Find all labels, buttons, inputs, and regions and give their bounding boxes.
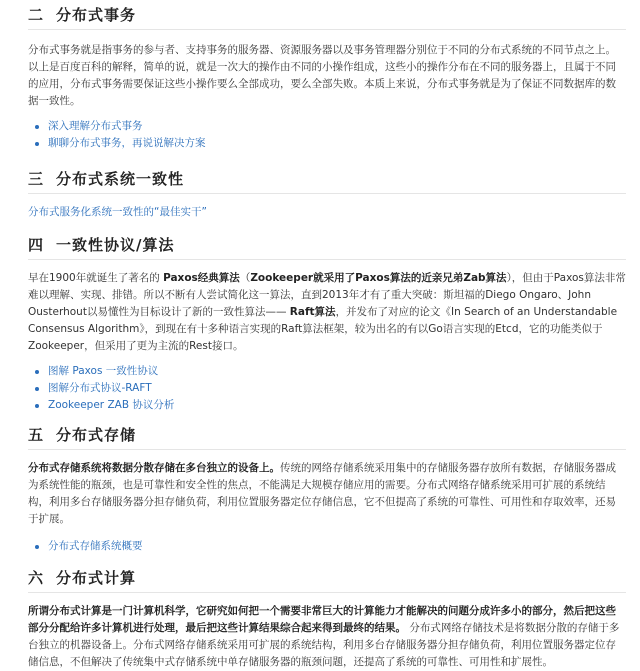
- section-paragraph: 分布式事务就是指事务的参与者、支持事务的服务器、资源服务器以及事务管理器分别位于不同的分布式系统的不同节点之上。以上是百度百科的解释，简单的说，就是一次大的操作由不同的小操作组成，这些小的操作分布在不同的服务器上，且属于不同的应用，分布式事务需要保证这些小操作要么全部成功，要么全部失败。本质上来说，分布式事务就是为了保证不同数据库的数据一致性。: [28, 44, 616, 107]
- list-item: [48, 135, 626, 152]
- section-heading-consistency: 三 分布式系统一致性: [28, 168, 626, 194]
- list-item: [48, 538, 626, 555]
- list-item: [48, 118, 626, 135]
- section-heading-consensus-protocol: 四 一致性协议/算法: [28, 234, 626, 260]
- article: [0, 4, 640, 668]
- section-heading-distributed-storage: 五 分布式存储: [28, 424, 626, 450]
- link-list: [28, 118, 626, 152]
- link-list: [28, 363, 626, 414]
- article-link[interactable]: 图解分布式协议-RAFT: [48, 382, 152, 394]
- section-heading-distributed-transaction: 二 分布式事务: [28, 4, 626, 30]
- article-link[interactable]: 分布式存储系统概要: [48, 540, 143, 552]
- article-link[interactable]: 深入理解分布式事务: [48, 120, 143, 132]
- list-item: [48, 363, 626, 380]
- list-item: [48, 397, 626, 414]
- section-paragraph: 所谓分布式计算是一门计算机科学，它研究如何把一个需要非常巨大的计算能力才能解决的问题分成许多小的部分，然后把这些部分分配给许多计算机进行处理，最后把这些计算结果综合起来得到最终的结果。 分布式网络存储技术是将数据分散的存储于多台独立的机器设备上。分布式网络存储系统采用可扩展的系统结构，利用多台存储服务器分担存储负荷，利用位置服务器定位存储信息，不但解决了传统集中式存储系统中单存储服务器的瓶颈问题，还提高了系统的可靠性、可用性和扩展性。: [28, 605, 620, 668]
- link-list: [28, 538, 626, 555]
- section-heading-distributed-computing: 六 分布式计算: [28, 567, 626, 593]
- article-link[interactable]: 聊聊分布式事务，再说说解决方案: [48, 137, 206, 149]
- list-item: [48, 380, 626, 397]
- section-paragraph: 早在1900年就诞生了著名的 Paxos经典算法（Zookeeper就采用了Paxos算法的近亲兄弟Zab算法），但由于Paxos算法非常难以理解、实现、排错。所以不断有人尝试简化这一算法，直到2013年才有了重大突破：斯坦福的Diego Ongaro、John Ousterhout以易懂性为目标设计了新的一致性算法—— Raft算法，并发布了对应的论文《In Search of an Understandable Consensus Algorithm》，到现在有十多种语言实现的Raft算法框架，较为出名的有以Go语言实现的Etcd，它的功能类似于Zookeeper，但采用了更为主流的Rest接口。: [28, 272, 626, 352]
- article-link[interactable]: 分布式服务化系统一致性的“最佳实干”: [28, 206, 207, 218]
- article-link[interactable]: Zookeeper ZAB 协议分析: [48, 399, 175, 411]
- article-link[interactable]: 图解 Paxos 一致性协议: [48, 365, 159, 377]
- section-paragraph: 分布式存储系统将数据分散存储在多台独立的设备上。传统的网络存储系统采用集中的存储服务器存放所有数据，存储服务器成为系统性能的瓶颈，也是可靠性和安全性的焦点，不能满足大规模存储应用的需要。分布式网络存储系统采用可扩展的系统结构，利用多台存储服务器分担存储负荷，利用位置服务器定位存储信息，它不但提高了系统的可靠性、可用性和存取效率，还易于扩展。: [28, 462, 616, 525]
